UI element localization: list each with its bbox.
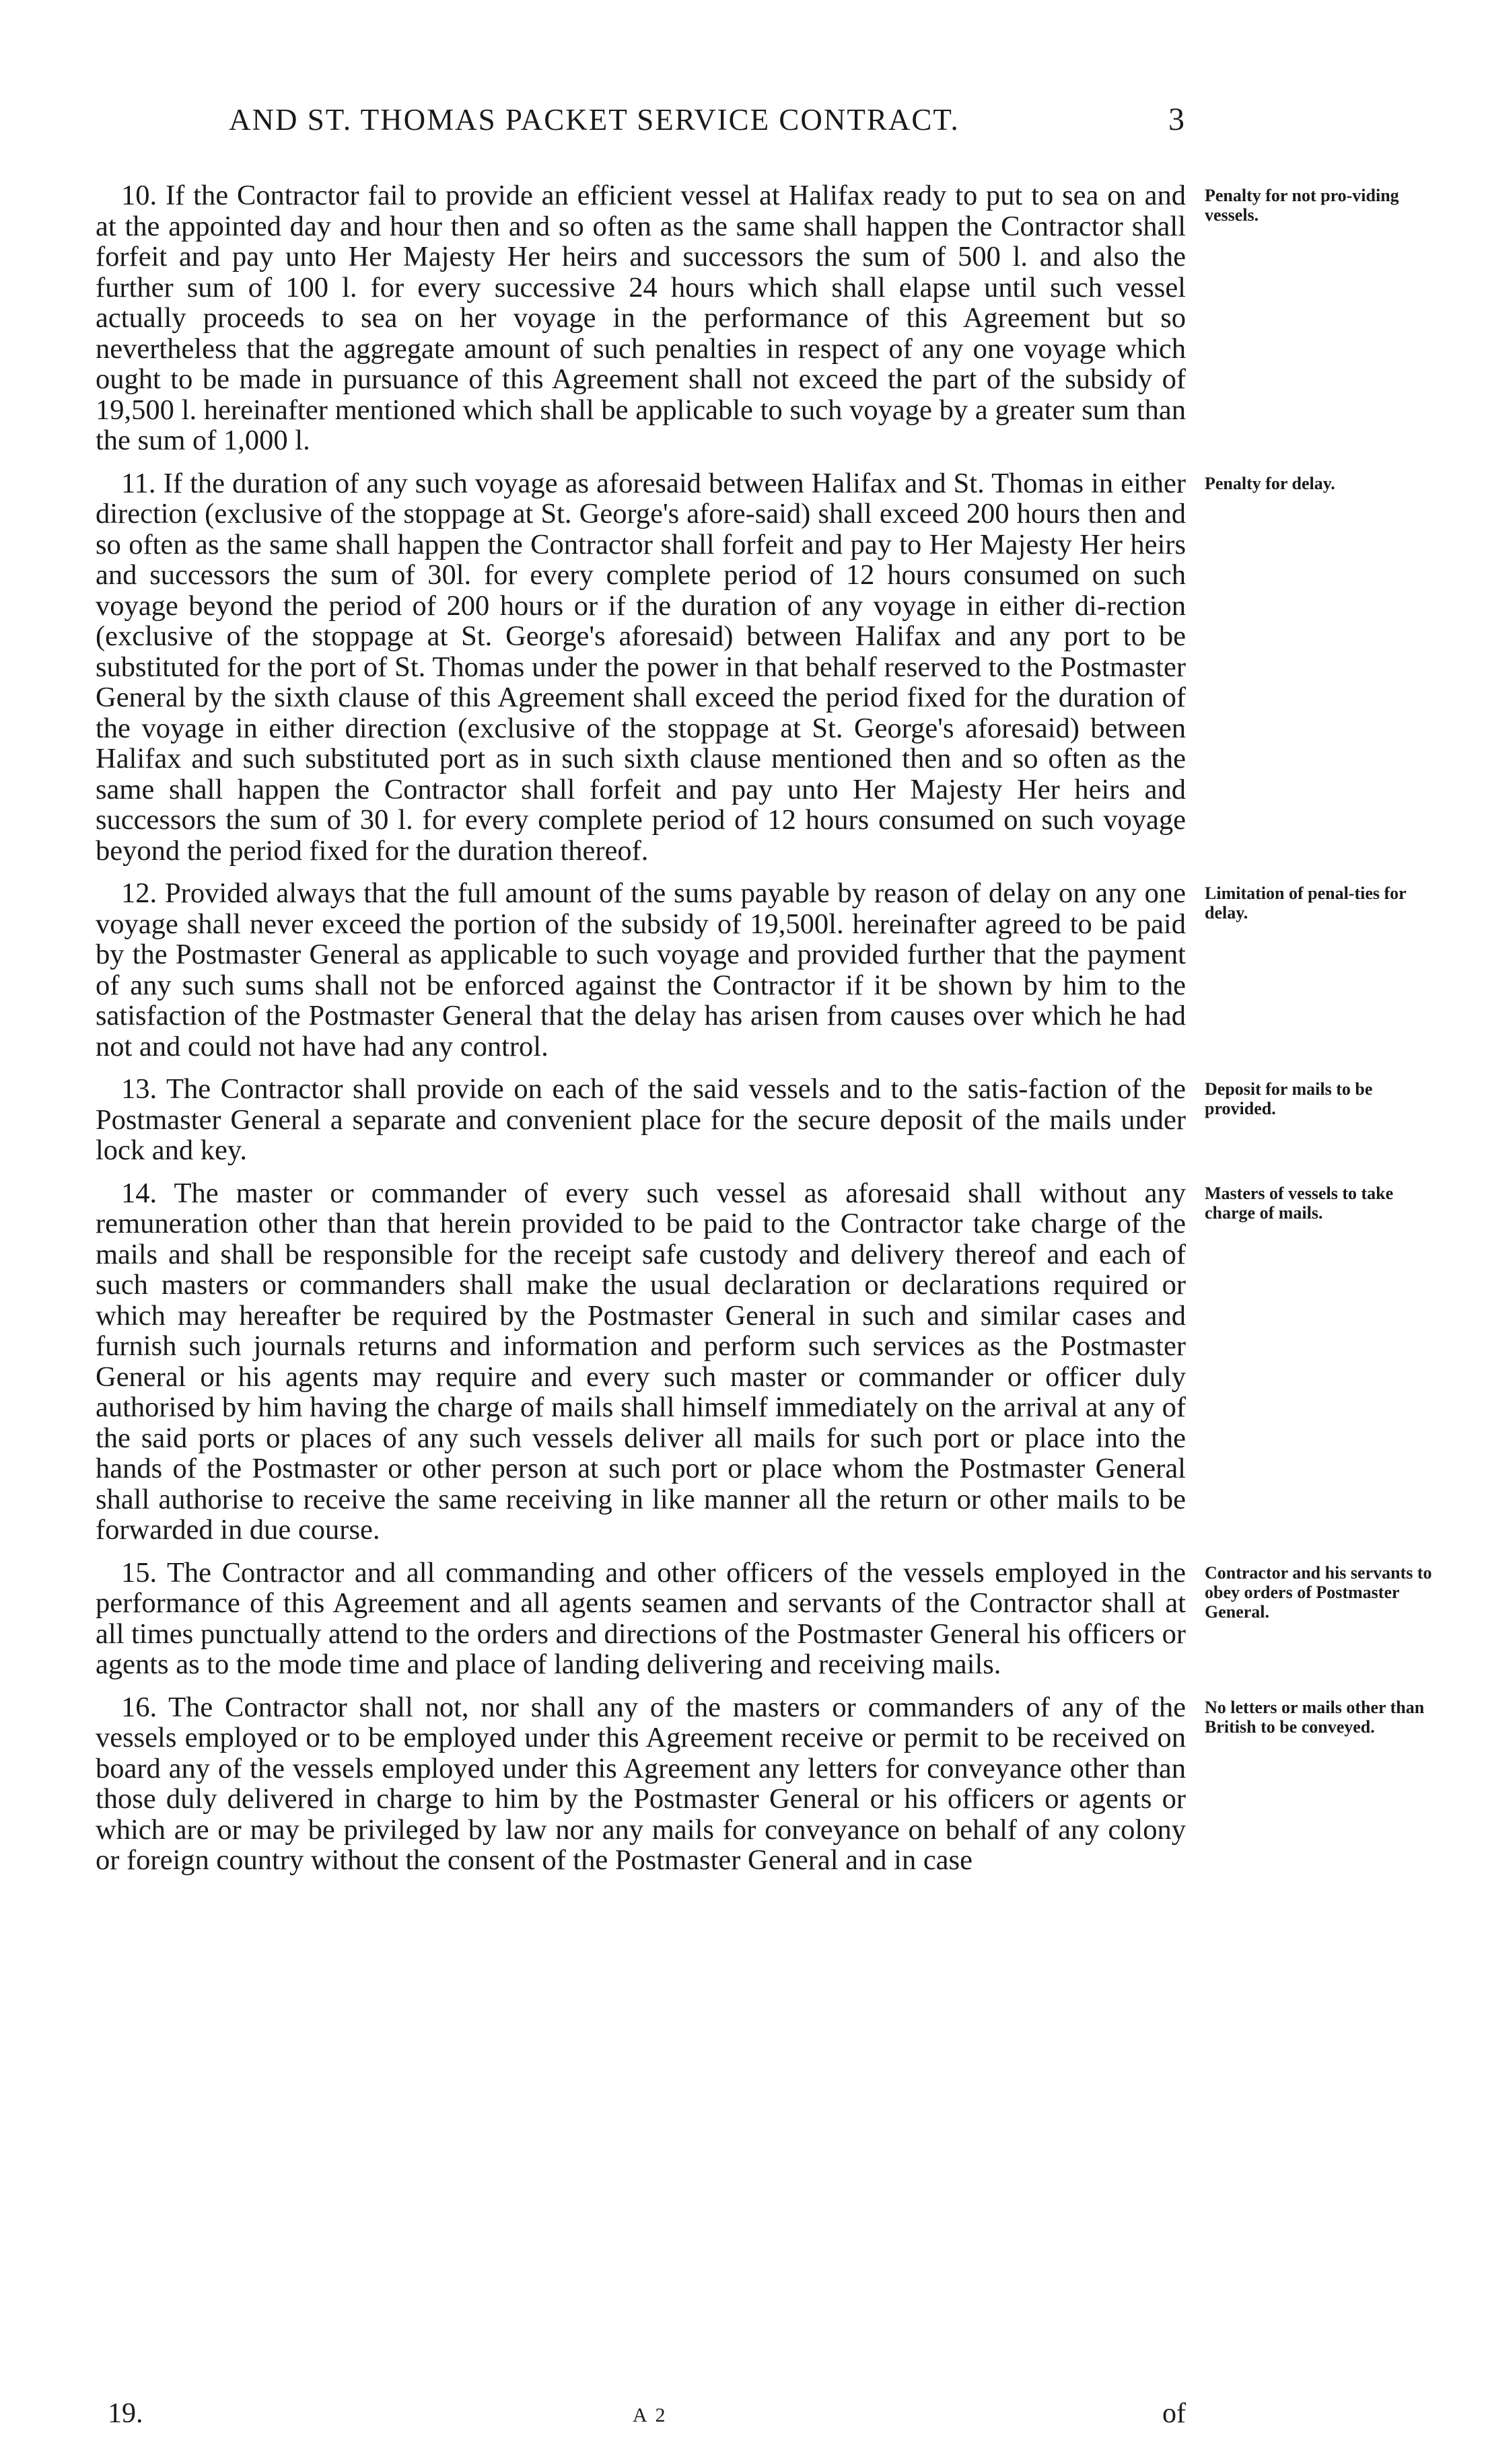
clause-11 [96,468,1462,867]
clause-text: The master or commander of every such vessel as aforesaid shall without any remuneration other than that herein provided to be paid to the Contractor take charge of the mails and shall be responsible for the receipt safe custody and delivery thereof and each of such masters or commanders shall make the usual declaration or declarations required or which may hereafter be required by the Postmaster General in such and similar cases and furnish such journals returns and information and perform such services as the Postmaster General or his agents may require and every such master or commander or officer duly authorised by him having the charge of mails shall himself immediately on the arrival at any of the said ports or places of any such vessels deliver all mails for such port or place into the hands of the Postmaster or other person at such port or place whom the Postmaster General shall authorise to receive the same receiving in like manner all the return or other mails to be forwarded in due course. [96,1177,1186,1546]
marginal-note: Deposit for mails to be provided. [1205,1079,1373,1118]
clause-14 [96,1178,1462,1546]
clause-15 [96,1558,1462,1680]
page-number: 3 [1168,102,1184,137]
marginal-note: Contractor and his servants to obey orders of Postmaster General. [1205,1562,1432,1622]
clause-13 [96,1074,1462,1166]
marginal-note: Limitation of penal-ties for delay. [1205,883,1407,922]
clause-text: If the duration of any such voyage as aforesaid between Halifax and St. Thomas in either direction (exclusive of the stoppage at St. George's afore-said) shall exceed 200 hours then and so often as the same shall happen the Contractor shall forfeit and pay to Her Majesty Her heirs and successors the sum of 30l. for every complete period of 12 hours consumed on such voyage beyond the period of 200 hours or if the duration of any voyage in either di-rection (exclusive of the stoppage at St. George's aforesaid) between Halifax and any port to be substituted for the port of St. Thomas under the power in that behalf reserved to the Postmaster General by the sixth clause of this Agreement shall exceed the period fixed for the duration of the voyage in either direction (exclusive of the stoppage at St. George's aforesaid) between Halifax and such substituted port as in such sixth clause mentioned then and so often as the same shall happen the Contractor shall forfeit and pay unto Her Majesty Her heirs and successors the sum of 30 l. for every complete period of 12 hours consumed on such voyage beyond the period fixed for the duration thereof. [96,467,1187,867]
clause-number: 14. [121,1177,157,1209]
marginal-note: No letters or mails other than British to be conveyed. [1205,1697,1425,1737]
clause-paragraph [96,180,1186,456]
clause-text: The Contractor shall not, nor shall any of the masters or commanders of any of the vessels employed or to be employed under this Agreement receive or permit to be received on board any of the vessels employed under this Agreement any letters for conveyance other than those duly delivered in charge to him by the Postmaster General or his officers or agents or which are or may be privileged by law nor any mails for conveyance on behalf of any colony or foreign country without the consent of the Postmaster General and in case [96,1691,1186,1876]
clause-number: 10. [121,180,157,211]
clause-text: Provided always that the full amount of the sums payable by reason of delay on any one voyage shall never exceed the portion of the subsidy of 19,500l. hereinafter agreed to be paid by the Postmaster General as applicable to such voyage and provided further that the payment of any such sums shall not be enforced against the Contractor if it be shown by him to the satisfaction of the Postmaster General that the delay has arisen from causes over which he had not and could not have had any control. [96,877,1186,1062]
footnote-number: 19. [108,2398,143,2429]
running-title: AND ST. THOMAS PACKET SERVICE CONTRACT. [229,103,960,137]
clauses-body [96,180,1462,1888]
clause-16 [96,1692,1462,1876]
marginal-note: Penalty for not pro-viding vessels. [1205,186,1399,225]
clause-12 [96,878,1462,1062]
running-head [229,100,1184,147]
clause-paragraph [96,1178,1186,1546]
clause-number: 15. [121,1556,157,1589]
signature-mark: A 2 [633,2404,668,2426]
marginal-note: Penalty for delay. [1205,473,1335,493]
clause-number: 16. [121,1691,157,1723]
clause-text: The Contractor and all commanding and other officers of the vessels employed in the performance of this Agreement and all agents seamen and servants of the Contractor shall at all times punctually attend to the orders and directions of the Postmaster General his officers or agents as to the mode time and place of landing delivering and receiving mails. [96,1556,1186,1680]
clause-paragraph [96,1692,1186,1876]
clause-paragraph [96,1558,1186,1680]
clause-text: If the Contractor fail to provide an efficient vessel at Halifax ready to put to sea on and at the appointed day and hour then and so often as the same shall happen the Contractor shall forfeit and pay unto Her Majesty Her heirs and successors the sum of 500 l. and also the further sum of 100 l. for every successive 24 hours which shall elapse until such vessel actually proceeds to sea on her voyage in the performance of this Agreement but so nevertheless that the aggregate amount of such penalties in respect of any one voyage which ought to be made in pursuance of this Agreement shall not exceed the part of the subsidy of 19,500 l. hereinafter mentioned which shall be applicable to such voyage by a greater sum than the sum of 1,000 l. [96,180,1187,456]
clause-number: 12. [121,877,157,909]
catchword: of [1162,2398,1186,2429]
clause-number: 13. [121,1073,157,1105]
marginal-note: Masters of vessels to take charge of mails. [1205,1183,1394,1223]
clause-number: 11. [121,467,156,499]
clause-paragraph [96,468,1186,867]
clause-paragraph [96,878,1186,1062]
clause-paragraph [96,1074,1186,1166]
page-footer [101,2397,1186,2437]
clause-text: The Contractor shall provide on each of the said vessels and to the satis-faction of the Postmaster General a separate and convenient place for the secure deposit of the mails under lock and key. [96,1073,1186,1166]
clause-10 [96,180,1462,456]
